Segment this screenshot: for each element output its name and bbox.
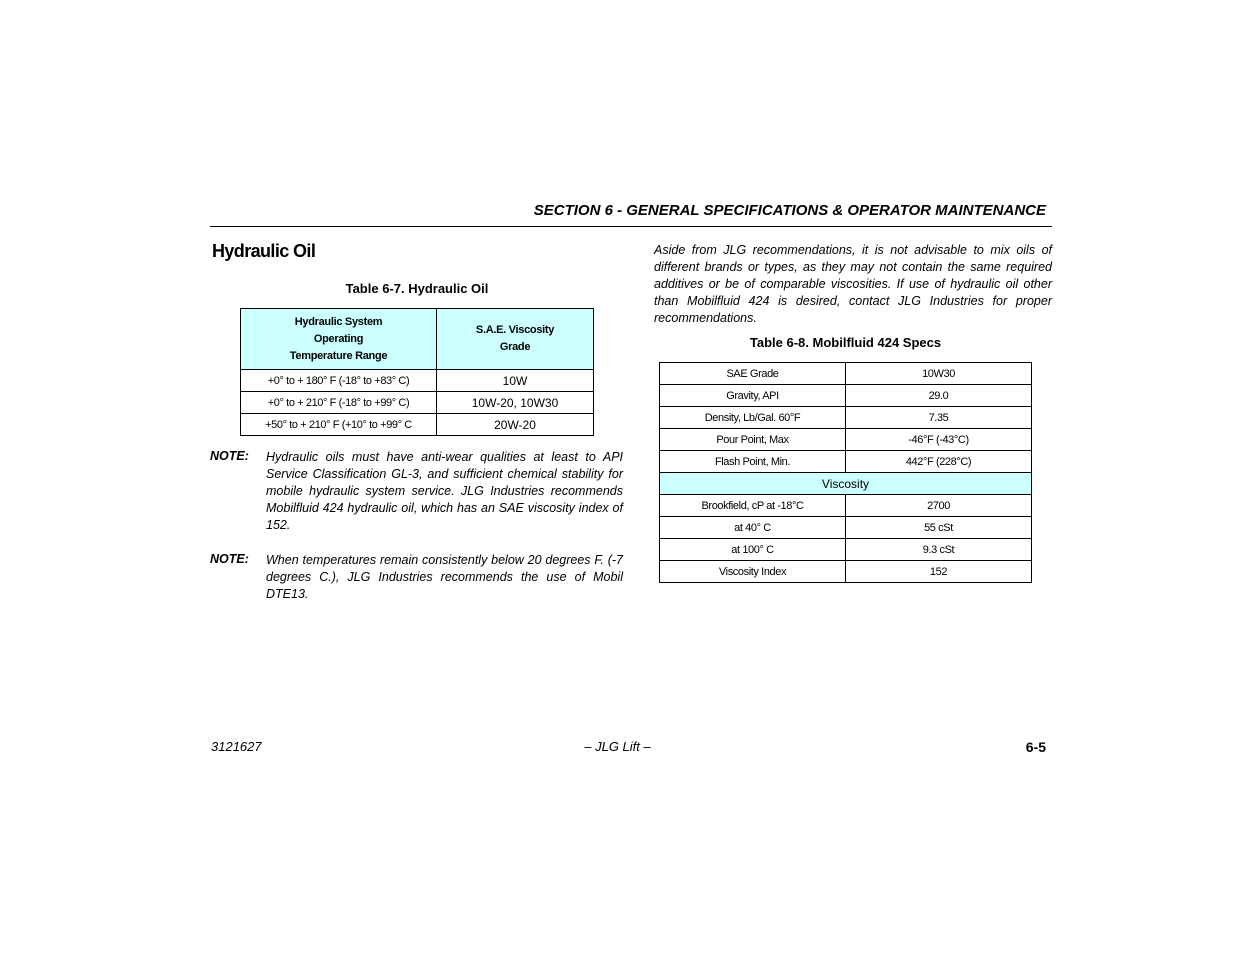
header-rule xyxy=(210,226,1052,227)
aside-paragraph: Aside from JLG recommendations, it is not advisable to mix oils of different brands or types, as they may not contain the same required additives or be of comparable viscosities. If use of hydraulic oil other than Mobilfluid 424 is desired, contact JLG Industries for proper recommendations. xyxy=(654,243,1052,325)
note-label: NOTE: xyxy=(210,449,249,463)
table1-caption: Table 6-7. Hydraulic Oil xyxy=(345,281,489,296)
table-row xyxy=(241,370,594,392)
table1-cell-range: +0° to + 210° F (-18° to +99° C) xyxy=(241,392,437,414)
table2-cell-value: 9.3 cSt xyxy=(846,539,1032,561)
note-text: Hydraulic oils must have anti-wear qualities at least to API Service Classification GL-3, and sufficient chemical stability for mobile hydraulic system service. JLG Industries recommends Mobilfluid 424 hydraulic oil, which has an SAE viscosity index of 152. xyxy=(266,450,623,532)
table-row xyxy=(660,539,1032,561)
table2-caption: Table 6-8. Mobilfluid 424 Specs xyxy=(749,335,942,350)
table2-cell-value: 7.35 xyxy=(846,407,1032,429)
table2-cell-label: Brookfield, cP at -18°C xyxy=(660,495,846,517)
table-row xyxy=(660,407,1032,429)
table2-cell-label: at 40° C xyxy=(660,517,846,539)
table2-cell-label: Density, Lb/Gal. 60°F xyxy=(660,407,846,429)
footer-page-number: 6-5 xyxy=(1025,739,1046,755)
table2-cell-value: 55 cSt xyxy=(846,517,1032,539)
table-row xyxy=(241,392,594,414)
table2-cell-value: 152 xyxy=(846,561,1032,583)
page-title: Hydraulic Oil xyxy=(212,241,316,261)
note-text: When temperatures remain consistently below 20 degrees F. (-7 degrees C.), JLG Industries recommends the use of Mobil DTE13. xyxy=(266,553,623,601)
table1-cell-grade: 10W xyxy=(437,370,594,392)
viscosity-band: Viscosity xyxy=(660,473,1032,495)
table2-cell-label: at 100° C xyxy=(660,539,846,561)
hydraulic-oil-table xyxy=(240,308,594,436)
table1-cell-grade: 10W-20, 10W30 xyxy=(437,392,594,414)
footer-center: – JLG Lift – xyxy=(584,739,651,754)
table2-cell-value: 2700 xyxy=(846,495,1032,517)
table-row xyxy=(660,385,1032,407)
table2-cell-value: 29.0 xyxy=(846,385,1032,407)
table2-cell-label: SAE Grade xyxy=(660,363,846,385)
table-row xyxy=(660,473,1032,495)
table-row xyxy=(660,517,1032,539)
table1-cell-range: +0° to + 180° F (-18° to +83° C) xyxy=(241,370,437,392)
section-header: SECTION 6 - GENERAL SPECIFICATIONS & OPERATOR MAINTENANCE xyxy=(533,202,1046,219)
table1-header-temperature: Hydraulic System Operating Temperature Range xyxy=(241,309,437,370)
table-row xyxy=(660,429,1032,451)
table-row xyxy=(660,363,1032,385)
table2-cell-value: 442°F (228°C) xyxy=(846,451,1032,473)
table-row xyxy=(241,414,594,436)
mobilfluid-specs-table xyxy=(659,362,1032,583)
table-row xyxy=(660,495,1032,517)
table-row xyxy=(660,561,1032,583)
note-label: NOTE: xyxy=(210,552,249,566)
table2-cell-label: Flash Point, Min. xyxy=(660,451,846,473)
table2-cell-label: Viscosity Index xyxy=(660,561,846,583)
table1-cell-range: +50° to + 210° F (+10° to +99° C xyxy=(241,414,437,436)
footer-doc-number: 3121627 xyxy=(211,739,262,754)
table1-header-grade: S.A.E. Viscosity Grade xyxy=(437,309,594,370)
table-row xyxy=(660,451,1032,473)
table2-cell-label: Gravity, API xyxy=(660,385,846,407)
table2-cell-value: -46°F (-43°C) xyxy=(846,429,1032,451)
table2-cell-value: 10W30 xyxy=(846,363,1032,385)
table2-cell-label: Pour Point, Max xyxy=(660,429,846,451)
table1-cell-grade: 20W-20 xyxy=(437,414,594,436)
